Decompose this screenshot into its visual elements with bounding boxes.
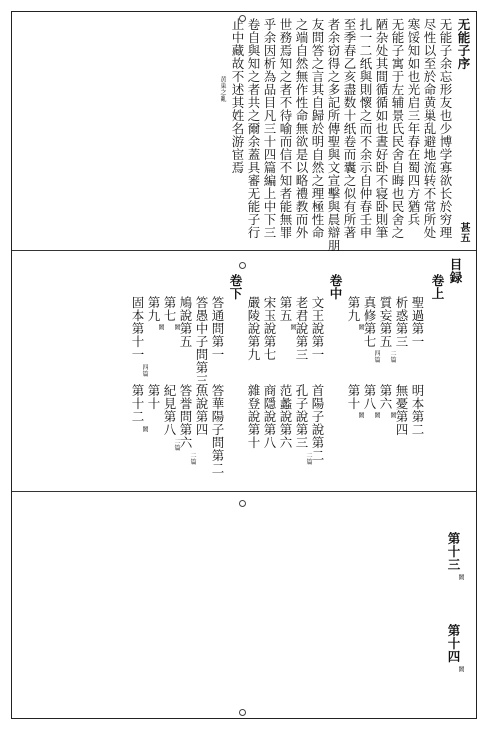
toc-note: 二篇 [389,350,396,363]
toc-note: 闕 [289,324,296,331]
toc-note: 闕 [357,412,364,419]
toc-zhong-item: 商隱說第八 [262,384,277,449]
toc-shang-item: 第六 [378,384,393,410]
toc-zhong-item: 第五 [278,296,293,322]
preface-col-2: 尽性以至於命黄巢乱避地流转不常所处 [422,18,437,239]
toc-zhong-item: 孔子說第三 [294,384,309,449]
section-divider-upper [12,250,476,251]
toc-note: 四篇 [141,364,148,377]
preface-title: 无能子序 [456,18,471,70]
toc-shang-item: 析惑第三 [394,296,409,348]
bottom-entry-13: 第十三 [446,532,461,571]
toc-xia-item: 魚說第四 [194,384,209,436]
toc-zhong-item: 老君說第三 [294,296,309,361]
toc-shang-item: 真修第七 [362,296,377,348]
preface-col-5: 陋杂处其間循循如也晝好卧不寝卧則筆 [374,18,389,239]
binding-hole [239,500,246,507]
toc-note: 闕 [173,324,180,331]
toc-xia-item: 答華陽子問第二 [210,384,225,475]
toc-xia-item: 第九 [146,296,161,322]
toc-juan-xia: 卷下 [228,274,243,300]
toc-zhong-item: 范蠡說第六 [278,384,293,449]
toc-xia-item: 答誉問第六 [178,384,193,449]
page-frame [11,11,477,719]
toc-title: 目録 [448,258,463,284]
toc-note: 闕 [389,412,396,419]
binding-hole [239,709,246,716]
preface-col-9: 友問答之言其自歸於明自然之理極性命 [310,18,325,239]
toc-shang-item: 質妄第五 [378,296,393,348]
toc-zhong-item: 宋玉說第七 [262,296,277,361]
toc-note: 闕 [141,426,148,433]
preface-footnote: 黄巢之亂 [219,76,226,102]
toc-shang-item: 第九 [346,296,361,322]
preface-col-13: 卷自與知之者共之爾余蓋具審无能子行 [246,18,261,239]
binding-hole [239,262,246,269]
bottom-note: 闕 [457,666,464,673]
toc-shang-item: 聖過第一 [410,296,425,348]
toc-xia-item: 第七 [162,296,177,322]
preface-col-12: 乎余因析為品目凡三十四篇編上中下三 [262,18,277,239]
toc-note: 二篇 [173,438,180,451]
toc-note: 二篇 [305,452,312,465]
preface-col-3: 寒馁知如也光启三年春在蜀四方猶兵 [406,18,421,226]
preface-col-6: 扎一二纸與則懷之而不余示自仲春壬申 [358,18,373,239]
toc-juan-zhong: 卷中 [328,274,343,300]
toc-note: 闕 [373,412,380,419]
toc-shang-item: 無憂第四 [394,384,409,436]
toc-xia-item: 第十二 [130,384,145,423]
toc-xia-item: 鳩說第五 [178,296,193,348]
toc-shang-item: 第八 [362,384,377,410]
toc-note: 闕 [357,324,364,331]
toc-zhong-item: 文王說第一 [310,296,325,361]
toc-shang-item: 第十 [346,384,361,410]
toc-note: 四篇 [373,350,380,363]
section-divider-lower [12,491,476,492]
preface-col-7: 至季春乙亥盡数十纸卷而囊之似有所著 [342,18,357,239]
toc-zhong-item: 嚴陵說第九 [246,296,261,361]
preface-col-1: 无能子余忘形友也少博学寡欲长於穷理 [438,18,453,239]
preface-col-4: 无能子寓于左辅景氏民舍自晦也民舍之 [390,18,405,239]
toc-xia-item: 紀見第八 [162,384,177,436]
preface-page-number: 甚五 [458,222,469,243]
toc-xia-item: 固本第十一 [130,296,145,361]
bottom-entry-14: 第十四 [446,624,461,663]
bottom-note: 闕 [457,574,464,581]
preface-col-8: 者余窃得之多記所傳聖與文宣擊與晨辯朋 [326,18,341,252]
toc-juan-shang: 卷上 [430,274,445,300]
toc-zhong-item: 首陽子說第二 [310,384,325,462]
toc-note: 闕 [157,324,164,331]
preface-col-11: 世務焉知之者不待喻而信不知者能無罪 [278,18,293,239]
toc-xia-item: 答愚中子問第三 [194,296,209,387]
preface-col-14: 止中藏故不述其姓名游宦焉 [230,18,245,174]
toc-zhong-item: 雜登說第十 [246,384,261,449]
preface-col-10: 之端自然無作性命無欲是以略禮教而外 [294,18,309,239]
toc-xia-item: 第十 [146,384,161,410]
toc-shang-item: 明本第二 [410,384,425,436]
toc-xia-item: 答通問第一 [210,296,225,361]
toc-note: 二篇 [189,452,196,465]
